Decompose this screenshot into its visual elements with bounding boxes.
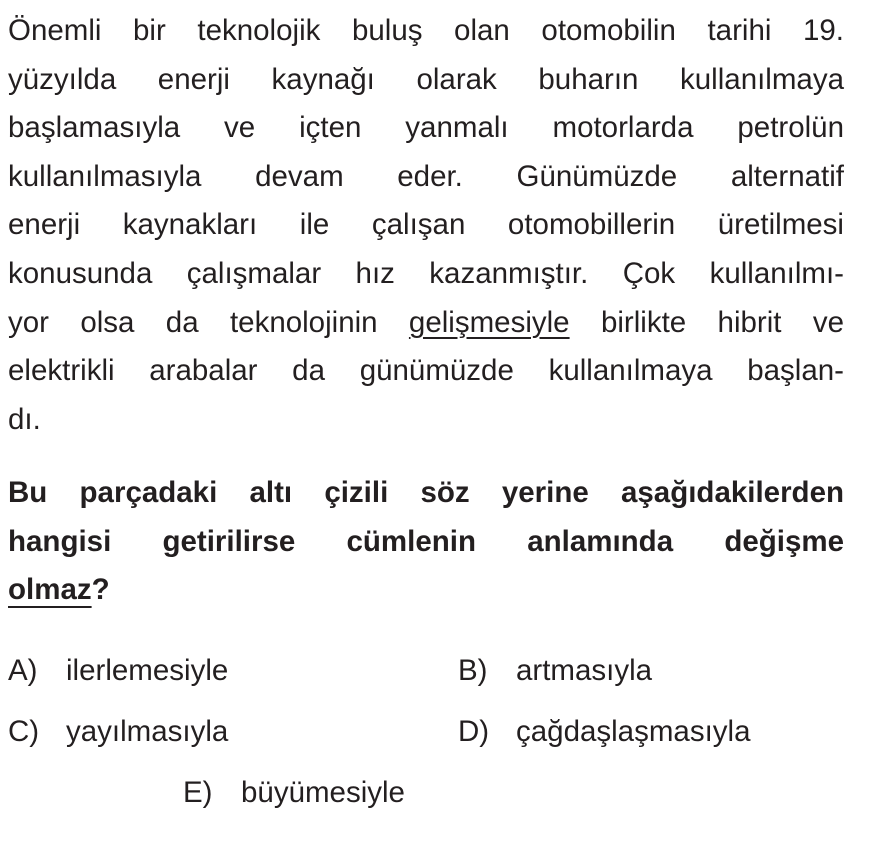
passage-line: elektrikli arabalar da günümüzde kullanılmaya başlan-: [8, 354, 844, 388]
option-text: büyümesiyle: [241, 776, 405, 809]
option-letter: C): [8, 715, 40, 748]
option-b[interactable]: [458, 653, 652, 689]
passage-line: Önemli bir teknolojik buluş olan otomobilin tarihi 19.: [8, 14, 844, 47]
passage: [8, 7, 844, 444]
passage-line: kullanılmasıyla devam eder. Günümüzde alternatif: [8, 159, 844, 193]
passage-line: dı.: [8, 402, 41, 436]
option-letter: D): [458, 715, 490, 748]
question-line-last: [8, 566, 844, 615]
passage-line: enerji kaynakları ile çalışan otomobillerin üretilmesi: [8, 208, 844, 242]
option-text: artmasıyla: [516, 654, 653, 687]
option-letter: B): [458, 654, 488, 687]
passage-text: yor olsa da teknolojinin: [8, 305, 409, 339]
passage-text: birlikte hibrit ve: [569, 305, 844, 339]
passage-line-underlined: [8, 299, 844, 348]
question-stem: [8, 469, 844, 615]
passage-line: konusunda çalışmalar hız kazanmıştır. Çok kullanılmı-: [8, 256, 844, 290]
option-d[interactable]: [458, 714, 750, 750]
question-line: hangisi getirilirse cümlenin anlamında değişme: [8, 524, 844, 558]
option-c[interactable]: [8, 714, 228, 750]
option-e[interactable]: [183, 775, 405, 811]
option-text: ilerlemesiyle: [66, 654, 229, 687]
option-text: çağdaşlaşmasıyla: [516, 715, 751, 748]
option-text: yayılmasıyla: [66, 715, 229, 748]
question-underlined-word: olmaz: [8, 573, 92, 607]
underlined-word: gelişmesiyle: [408, 305, 570, 339]
question-mark: ?: [91, 573, 110, 607]
option-letter: E): [183, 776, 213, 809]
question-line: Bu parçadaki altı çizili söz yerine aşağıdakilerden: [8, 476, 844, 509]
option-a[interactable]: [8, 653, 228, 689]
option-letter: A): [8, 654, 38, 687]
passage-line: başlamasıyla ve içten yanmalı motorlarda petrolün: [8, 111, 844, 145]
passage-line: yüzyılda enerji kaynağı olarak buharın kullanılmaya: [8, 62, 844, 96]
